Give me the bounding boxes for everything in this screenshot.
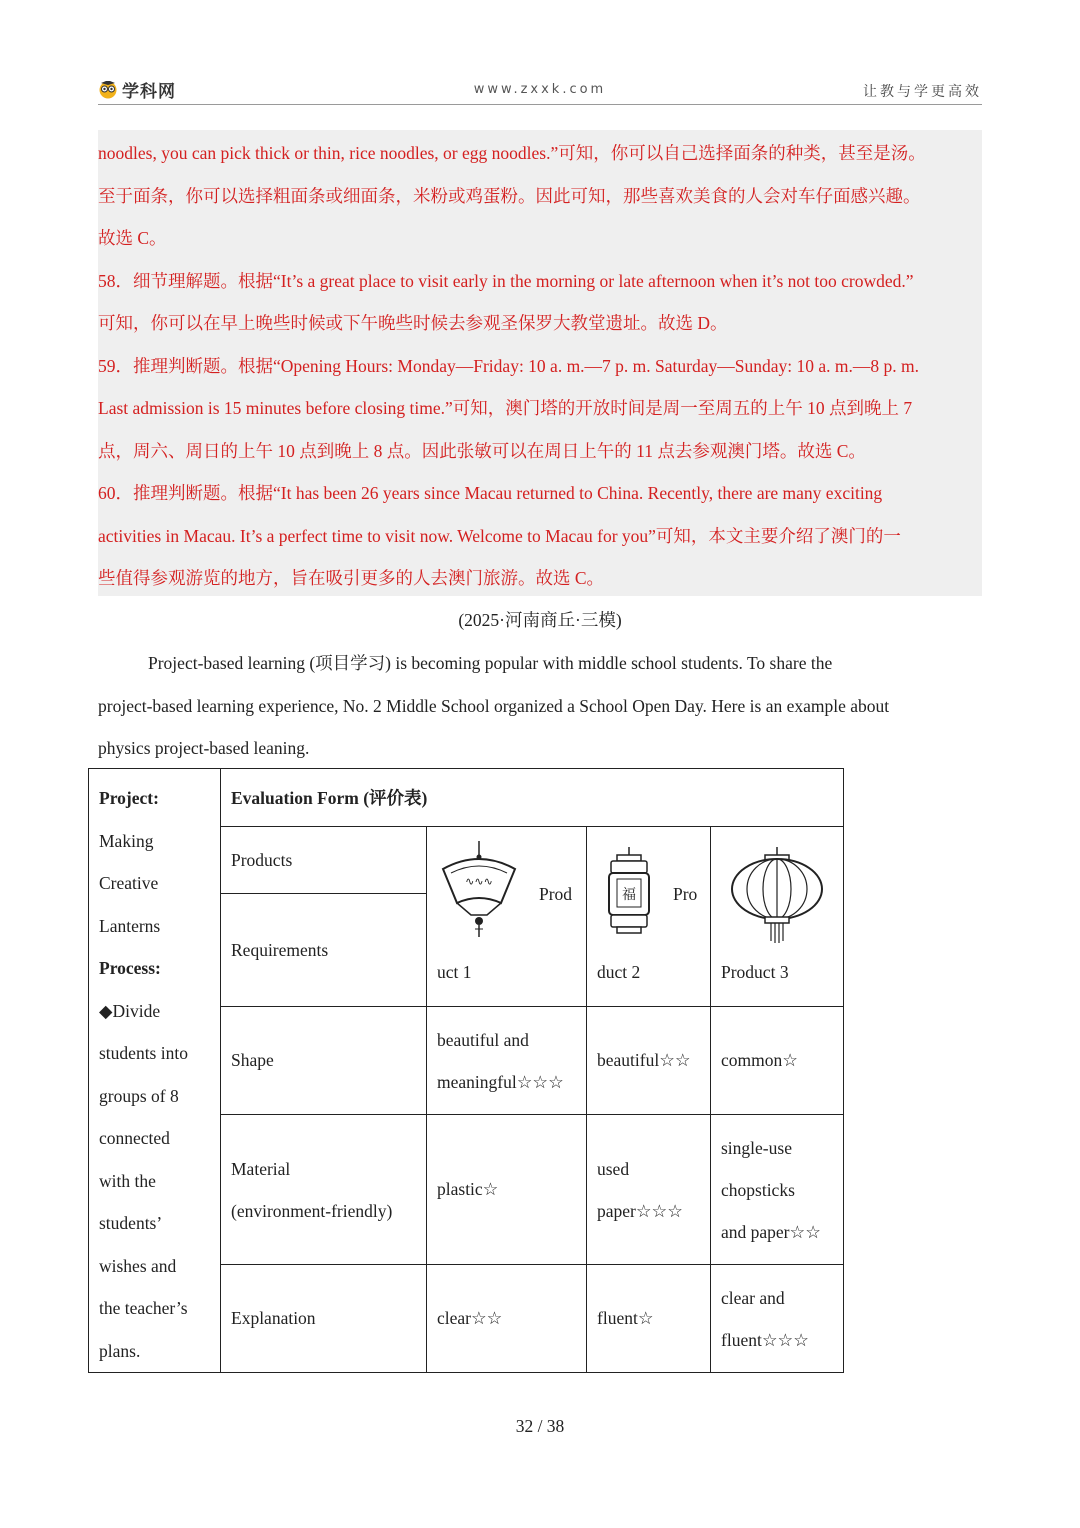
process-line: groups of 8 [99, 1085, 179, 1106]
intro-line-3: physics project-based leaning. [98, 738, 310, 758]
products-label: Products [221, 827, 427, 894]
logo-text: 学科网 [122, 81, 176, 102]
answer-line: 58．细节理解题。根据“It’s a great place to visit early in the morning or late afternoon when it’s not too crowded.” [98, 270, 914, 291]
answer-line: 59．推理判断题。根据“Opening Hours: Monday—Friday: 10 a. m.—7 p. m. Saturday—Sunday: 10 a. m.—8 p. m. [98, 355, 919, 376]
process-line: ◆Divide [99, 1000, 161, 1021]
material-product-2: used paper☆☆☆ [587, 1115, 711, 1265]
requirements-label: Requirements [221, 894, 427, 1007]
material-product-3: single-use chopsticks and paper☆☆ [711, 1115, 844, 1265]
site-url: www.zxxk.com [473, 82, 607, 97]
answer-line: 可知，你可以在早上晚些时候或下午晚些时候去参观圣保罗大教堂遗址。故选 D。 [98, 313, 728, 333]
answer-explanation-block [98, 130, 982, 596]
shape-product-3: common☆ [711, 1007, 844, 1115]
page-header [98, 74, 982, 105]
answer-line: 故选 C。 [98, 228, 167, 248]
answer-line: noodles, you can pick thick or thin, rice noodles, or egg noodles.”可知，你可以自己选择面条的种类，甚至是汤。 [98, 143, 926, 163]
explanation-label: Explanation [221, 1265, 427, 1373]
intro-line-1: Project-based learning (项目学习) is becoming popular with middle school students. To share the [148, 653, 833, 673]
product-2-label-right: Pro [673, 884, 698, 904]
process-line: with the [99, 1170, 156, 1191]
header-slogan: 让教与学更高效 [863, 84, 982, 100]
answer-line: activities in Macau. It’s a perfect time to visit now. Welcome to Macau for you”可知，本文主要介绍了澳门的一 [98, 525, 901, 546]
product-1-cell [427, 827, 587, 1007]
product-3-label-bottom: Product 3 [721, 962, 789, 982]
process-line: students’ [99, 1213, 163, 1233]
product-1-label-right: Prod [539, 884, 573, 904]
lantern-fu-icon [605, 847, 653, 943]
shape-product-2: beautiful☆☆ [587, 1007, 711, 1115]
product-2-label-bottom: duct 2 [597, 962, 641, 982]
lantern-round-icon [729, 847, 825, 945]
explanation-product-3: clear and fluent☆☆☆ [711, 1265, 844, 1373]
process-line: plans. [99, 1340, 141, 1361]
explanation-product-2: fluent☆ [587, 1265, 711, 1373]
material-product-1: plastic☆ [427, 1115, 587, 1265]
project-heading: Project: [99, 788, 159, 808]
page-number: 32 / 38 [515, 1416, 565, 1436]
shape-product-1: beautiful and meaningful☆☆☆ [427, 1007, 587, 1115]
svg-text:福: 福 [622, 887, 636, 903]
project-line: Lanterns [99, 915, 161, 936]
intro-line-2: project-based learning experience, No. 2 Middle School organized a School Open Day. Here is an example about [98, 695, 890, 716]
process-line: the teacher’s [99, 1298, 188, 1318]
svg-text:∿∿∿: ∿∿∿ [465, 875, 493, 888]
material-label: Material (environment-friendly) [221, 1115, 427, 1265]
process-line: connected [99, 1128, 170, 1148]
product-3-cell [711, 827, 844, 1007]
product-2-cell [587, 827, 711, 1007]
passage-intro [98, 642, 982, 770]
answer-line: 至于面条，你可以选择粗面条或细面条，米粉或鸡蛋粉。因此可知，那些喜欢美食的人会对车仔面感兴趣。 [98, 185, 921, 206]
answer-line: Last admission is 15 minutes before closing time.”可知，澳门塔的开放时间是周一至周五的上午 10 点到晚上 7 [98, 398, 913, 418]
process-heading: Process: [99, 958, 161, 978]
answer-line: 些值得参观游览的地方，旨在吸引更多的人去澳门旅游。故选 C。 [98, 568, 605, 588]
project-line: Making [99, 830, 154, 851]
lantern-fan-icon [439, 841, 519, 939]
project-process-cell [89, 769, 221, 1373]
answer-line: 60．推理判断题。根据“It has been 26 years since Macau returned to China. Recently, there are many exciting [98, 483, 883, 503]
question-source: (2025·河南商丘·三模) [458, 610, 622, 630]
process-line: students into [99, 1043, 188, 1063]
project-line: Creative [99, 873, 159, 893]
answer-line: 点，周六、周日的上午 10 点到晚上 8 点。因此张敏可以在周日上午的 11 点去参观澳门塔。故选 C。 [98, 440, 866, 461]
explanation-product-1: clear☆☆ [427, 1265, 587, 1373]
evaluation-table [88, 768, 844, 1373]
product-1-label-bottom: uct 1 [437, 962, 472, 982]
process-line: wishes and [99, 1255, 177, 1276]
evaluation-form-title: Evaluation Form (评价表) [221, 769, 844, 827]
shape-label: Shape [221, 1007, 427, 1115]
